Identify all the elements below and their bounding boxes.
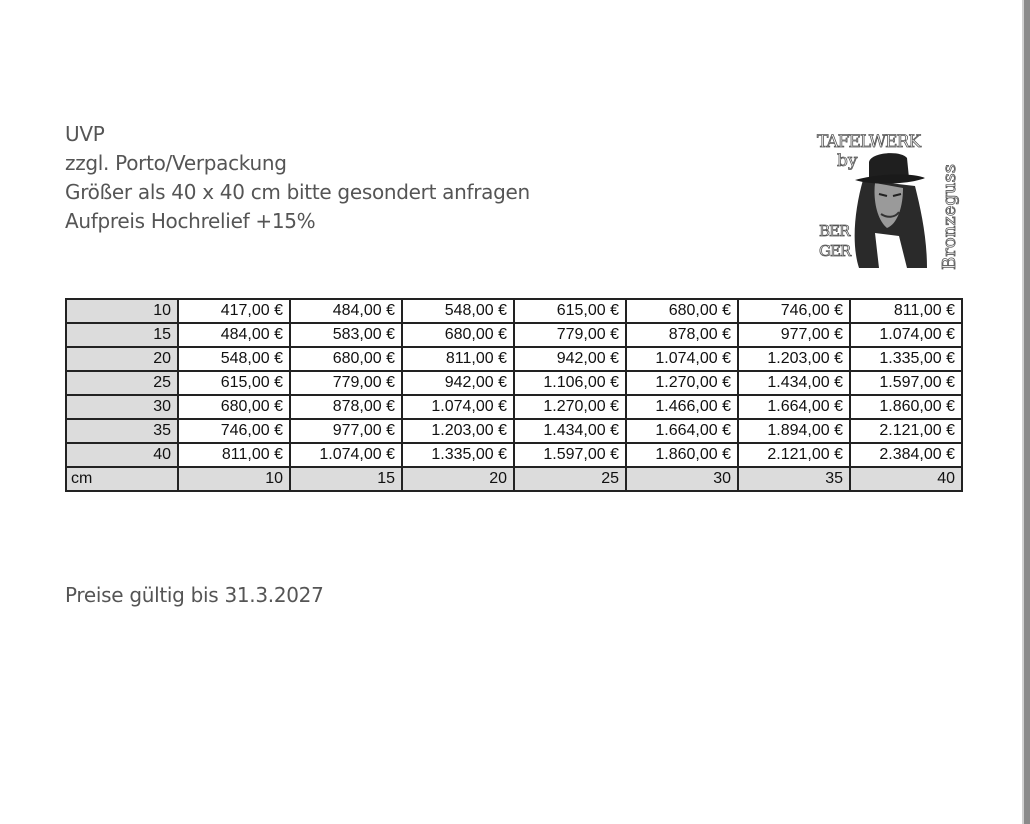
price-cell: 1.664,00 €	[738, 395, 850, 419]
price-cell: 1.860,00 €	[626, 443, 738, 467]
price-cell: 1.074,00 €	[402, 395, 514, 419]
page-edge	[1024, 0, 1030, 824]
price-cell: 484,00 €	[290, 299, 402, 323]
table-row	[66, 323, 962, 347]
price-cell: 1.664,00 €	[626, 419, 738, 443]
price-cell: 942,00 €	[402, 371, 514, 395]
price-cell: 680,00 €	[178, 395, 290, 419]
logo-top-text: TAFELWERK	[817, 132, 921, 152]
price-cell: 1.203,00 €	[738, 347, 850, 371]
price-cell: 811,00 €	[850, 299, 962, 323]
price-cell: 548,00 €	[178, 347, 290, 371]
price-cell: 2.121,00 €	[738, 443, 850, 467]
price-cell: 484,00 €	[178, 323, 290, 347]
row-size-label: 15	[66, 323, 178, 347]
price-cell: 746,00 €	[738, 299, 850, 323]
price-cell: 1.335,00 €	[850, 347, 962, 371]
row-size-label: 25	[66, 371, 178, 395]
price-cell: 811,00 €	[178, 443, 290, 467]
note-uvp: UVP	[65, 122, 105, 146]
price-cell: 746,00 €	[178, 419, 290, 443]
table-row	[66, 299, 962, 323]
table-row	[66, 347, 962, 371]
tafelwerk-logo	[815, 128, 960, 273]
price-cell: 548,00 €	[402, 299, 514, 323]
note-shipping: zzgl. Porto/Verpackung	[65, 151, 287, 175]
price-cell: 680,00 €	[626, 299, 738, 323]
price-cell: 680,00 €	[290, 347, 402, 371]
row-size-label: 40	[66, 443, 178, 467]
price-cell: 417,00 €	[178, 299, 290, 323]
price-cell: 1.203,00 €	[402, 419, 514, 443]
price-cell: 583,00 €	[290, 323, 402, 347]
table-row	[66, 419, 962, 443]
logo-left-text-2: GER	[819, 242, 851, 260]
column-size-label: 10	[178, 467, 290, 491]
price-cell: 1.597,00 €	[514, 443, 626, 467]
price-cell: 811,00 €	[402, 347, 514, 371]
price-cell: 1.106,00 €	[514, 371, 626, 395]
column-size-label: 15	[290, 467, 402, 491]
price-cell: 1.270,00 €	[626, 371, 738, 395]
price-cell: 680,00 €	[402, 323, 514, 347]
column-size-label: 25	[514, 467, 626, 491]
price-cell: 615,00 €	[514, 299, 626, 323]
price-cell: 1.894,00 €	[738, 419, 850, 443]
price-cell: 779,00 €	[290, 371, 402, 395]
unit-label: cm	[66, 467, 178, 491]
column-size-label: 40	[850, 467, 962, 491]
price-cell: 1.270,00 €	[514, 395, 626, 419]
column-size-label: 20	[402, 467, 514, 491]
price-cell: 1.335,00 €	[402, 443, 514, 467]
price-cell: 1.860,00 €	[850, 395, 962, 419]
price-cell: 1.597,00 €	[850, 371, 962, 395]
logo-side-text: Bronzeguss	[939, 164, 960, 270]
column-size-label: 30	[626, 467, 738, 491]
column-header-row	[66, 467, 962, 491]
price-cell: 1.074,00 €	[626, 347, 738, 371]
price-cell: 1.074,00 €	[290, 443, 402, 467]
price-cell: 942,00 €	[514, 347, 626, 371]
price-cell: 977,00 €	[290, 419, 402, 443]
price-cell: 878,00 €	[626, 323, 738, 347]
logo-left-text-1: BER	[819, 222, 850, 240]
validity-note: Preise gültig bis 31.3.2027	[65, 583, 324, 607]
price-cell: 878,00 €	[290, 395, 402, 419]
price-cell: 1.466,00 €	[626, 395, 738, 419]
row-size-label: 35	[66, 419, 178, 443]
price-cell: 779,00 €	[514, 323, 626, 347]
row-size-label: 30	[66, 395, 178, 419]
column-size-label: 35	[738, 467, 850, 491]
price-cell: 2.384,00 €	[850, 443, 962, 467]
price-cell: 977,00 €	[738, 323, 850, 347]
price-cell: 1.074,00 €	[850, 323, 962, 347]
logo-by-text: by	[837, 151, 858, 171]
note-large-sizes: Größer als 40 x 40 cm bitte gesondert anfragen	[65, 180, 530, 204]
row-size-label: 10	[66, 299, 178, 323]
price-cell: 2.121,00 €	[850, 419, 962, 443]
table-row	[66, 371, 962, 395]
row-size-label: 20	[66, 347, 178, 371]
price-table	[65, 298, 963, 492]
price-cell: 1.434,00 €	[514, 419, 626, 443]
table-row	[66, 443, 962, 467]
logo-lettering	[815, 128, 960, 273]
price-cell: 1.434,00 €	[738, 371, 850, 395]
table-row	[66, 395, 962, 419]
price-cell: 615,00 €	[178, 371, 290, 395]
note-hochrelief: Aufpreis Hochrelief +15%	[65, 209, 316, 233]
price-notes	[65, 120, 530, 236]
